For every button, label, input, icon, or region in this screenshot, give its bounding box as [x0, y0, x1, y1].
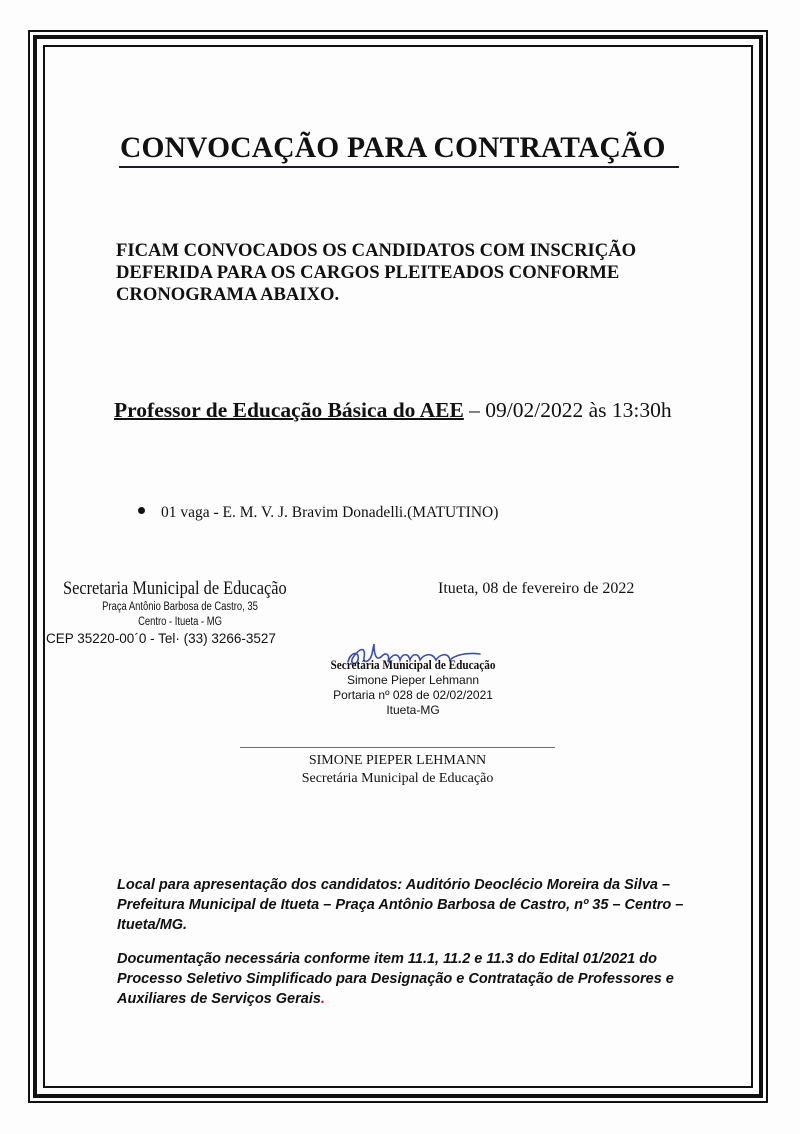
presentation-location: Local para apresentação dos candidatos: Auditório Deoclécio Moreira da Silva – Prefeitura Municipal de Itueta – Praça Antônio Barbosa de Castro, nº 35 – Centro – Itueta/MG. — [117, 877, 684, 933]
vacancy-text: 01 vaga - E. M. V. J. Bravim Donadelli.(MATUTINO) — [161, 504, 499, 521]
job-schedule: – 09/02/2022 às 13:30h — [463, 398, 672, 422]
documentation-end-mark: . — [320, 991, 325, 1007]
job-heading — [114, 398, 694, 423]
page-border — [28, 30, 768, 1103]
stamp-city: Itueta-MG — [386, 703, 440, 717]
document-title: CONVOCAÇÃO PARA CONTRATAÇÃO — [120, 132, 666, 164]
vacancy-list-item — [138, 504, 498, 522]
official-stamp — [308, 640, 518, 718]
stamp-portaria: Portaria nº 028 de 02/02/2021 — [333, 688, 493, 702]
documentation-text: Documentação necessária conforme item 11.1, 11.2 e 11.3 do Edital 01/2021 do Processo Seletivo Simplificado para Designação e Contratação de Professores e Auxiliares de Serviços Gerais — [117, 951, 674, 1007]
stamp-name: Simone Pieper Lehmann — [346, 673, 480, 687]
bullet-icon — [138, 507, 145, 514]
date-line: Itueta, 08 de fevereiro de 2022 — [438, 580, 635, 597]
title-underline — [119, 166, 679, 168]
letterhead — [46, 578, 300, 647]
signature-line — [240, 747, 555, 748]
letterhead-contact: CEP 35220-00´0 - Tel· (33) 3266-3527 — [46, 631, 276, 646]
intro-paragraph: FICAM CONVOCADOS OS CANDIDATOS COM INSCRIÇÃO DEFERIDA PARA OS CARGOS PLEITEADOS CONFORME CRONOGRAMA ABAIXO. — [116, 240, 637, 305]
signer-block — [240, 752, 555, 788]
page-border-thick — [33, 35, 763, 1098]
letterhead-name: Secretaria Municipal de Educação — [63, 578, 287, 599]
stamp-title: Secretária Municipal de Educação — [330, 658, 496, 672]
letterhead-address-2: Centro - Itueta - MG — [138, 616, 222, 628]
letterhead-address-1: Praça Antônio Barbosa de Castro, 35 — [102, 601, 258, 613]
job-position: Professor de Educação Básica do AEE — [114, 398, 464, 422]
required-documentation — [117, 949, 697, 1009]
signer-role: Secretária Municipal de Educação — [301, 771, 494, 786]
signer-name: SIMONE PIEPER LEHMANN — [308, 753, 487, 768]
